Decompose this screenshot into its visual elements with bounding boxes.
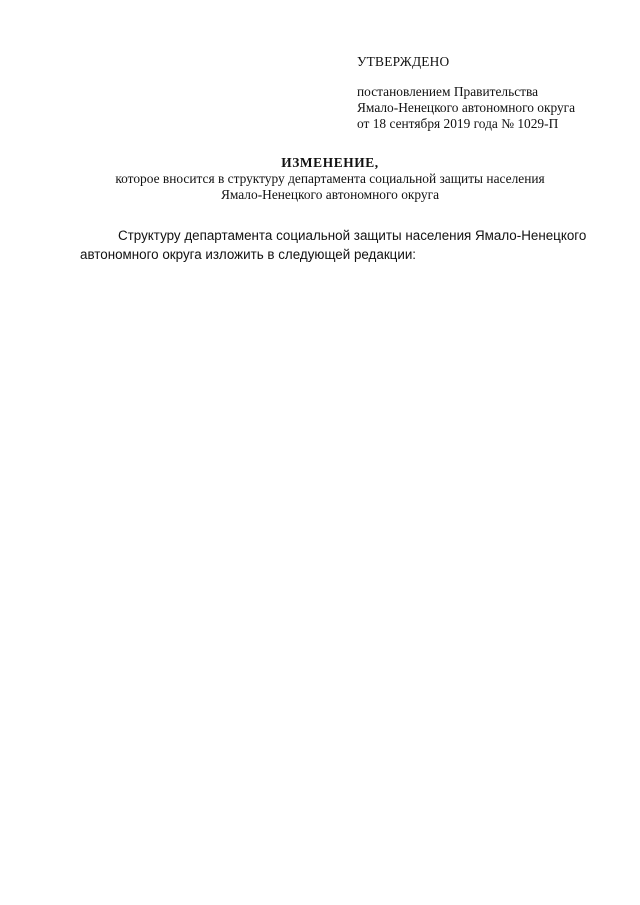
- approval-line: Ямало-Ненецкого автономного округа: [357, 100, 576, 115]
- document-subtitle-line: которое вносится в структуру департамента социальной защиты населения: [115, 171, 545, 186]
- document-title: ИЗМЕНЕНИЕ,: [281, 155, 379, 170]
- approval-line: от 18 сентября 2019 года № 1029-П: [357, 116, 559, 131]
- body-paragraph: [80, 226, 610, 264]
- document-heading: [80, 155, 580, 203]
- body-paragraph-line: автономного округа изложить в следующей редакции:: [80, 247, 417, 262]
- approval-stamp: УТВЕРЖДЕНО: [357, 54, 450, 69]
- body-paragraph-line: Структуру департамента социальной защиты населения Ямало-Ненецкого: [118, 228, 587, 243]
- approval-line: постановлением Правительства: [357, 84, 539, 99]
- approval-block: [357, 54, 627, 132]
- document-subtitle-line: Ямало-Ненецкого автономного округа: [220, 187, 440, 202]
